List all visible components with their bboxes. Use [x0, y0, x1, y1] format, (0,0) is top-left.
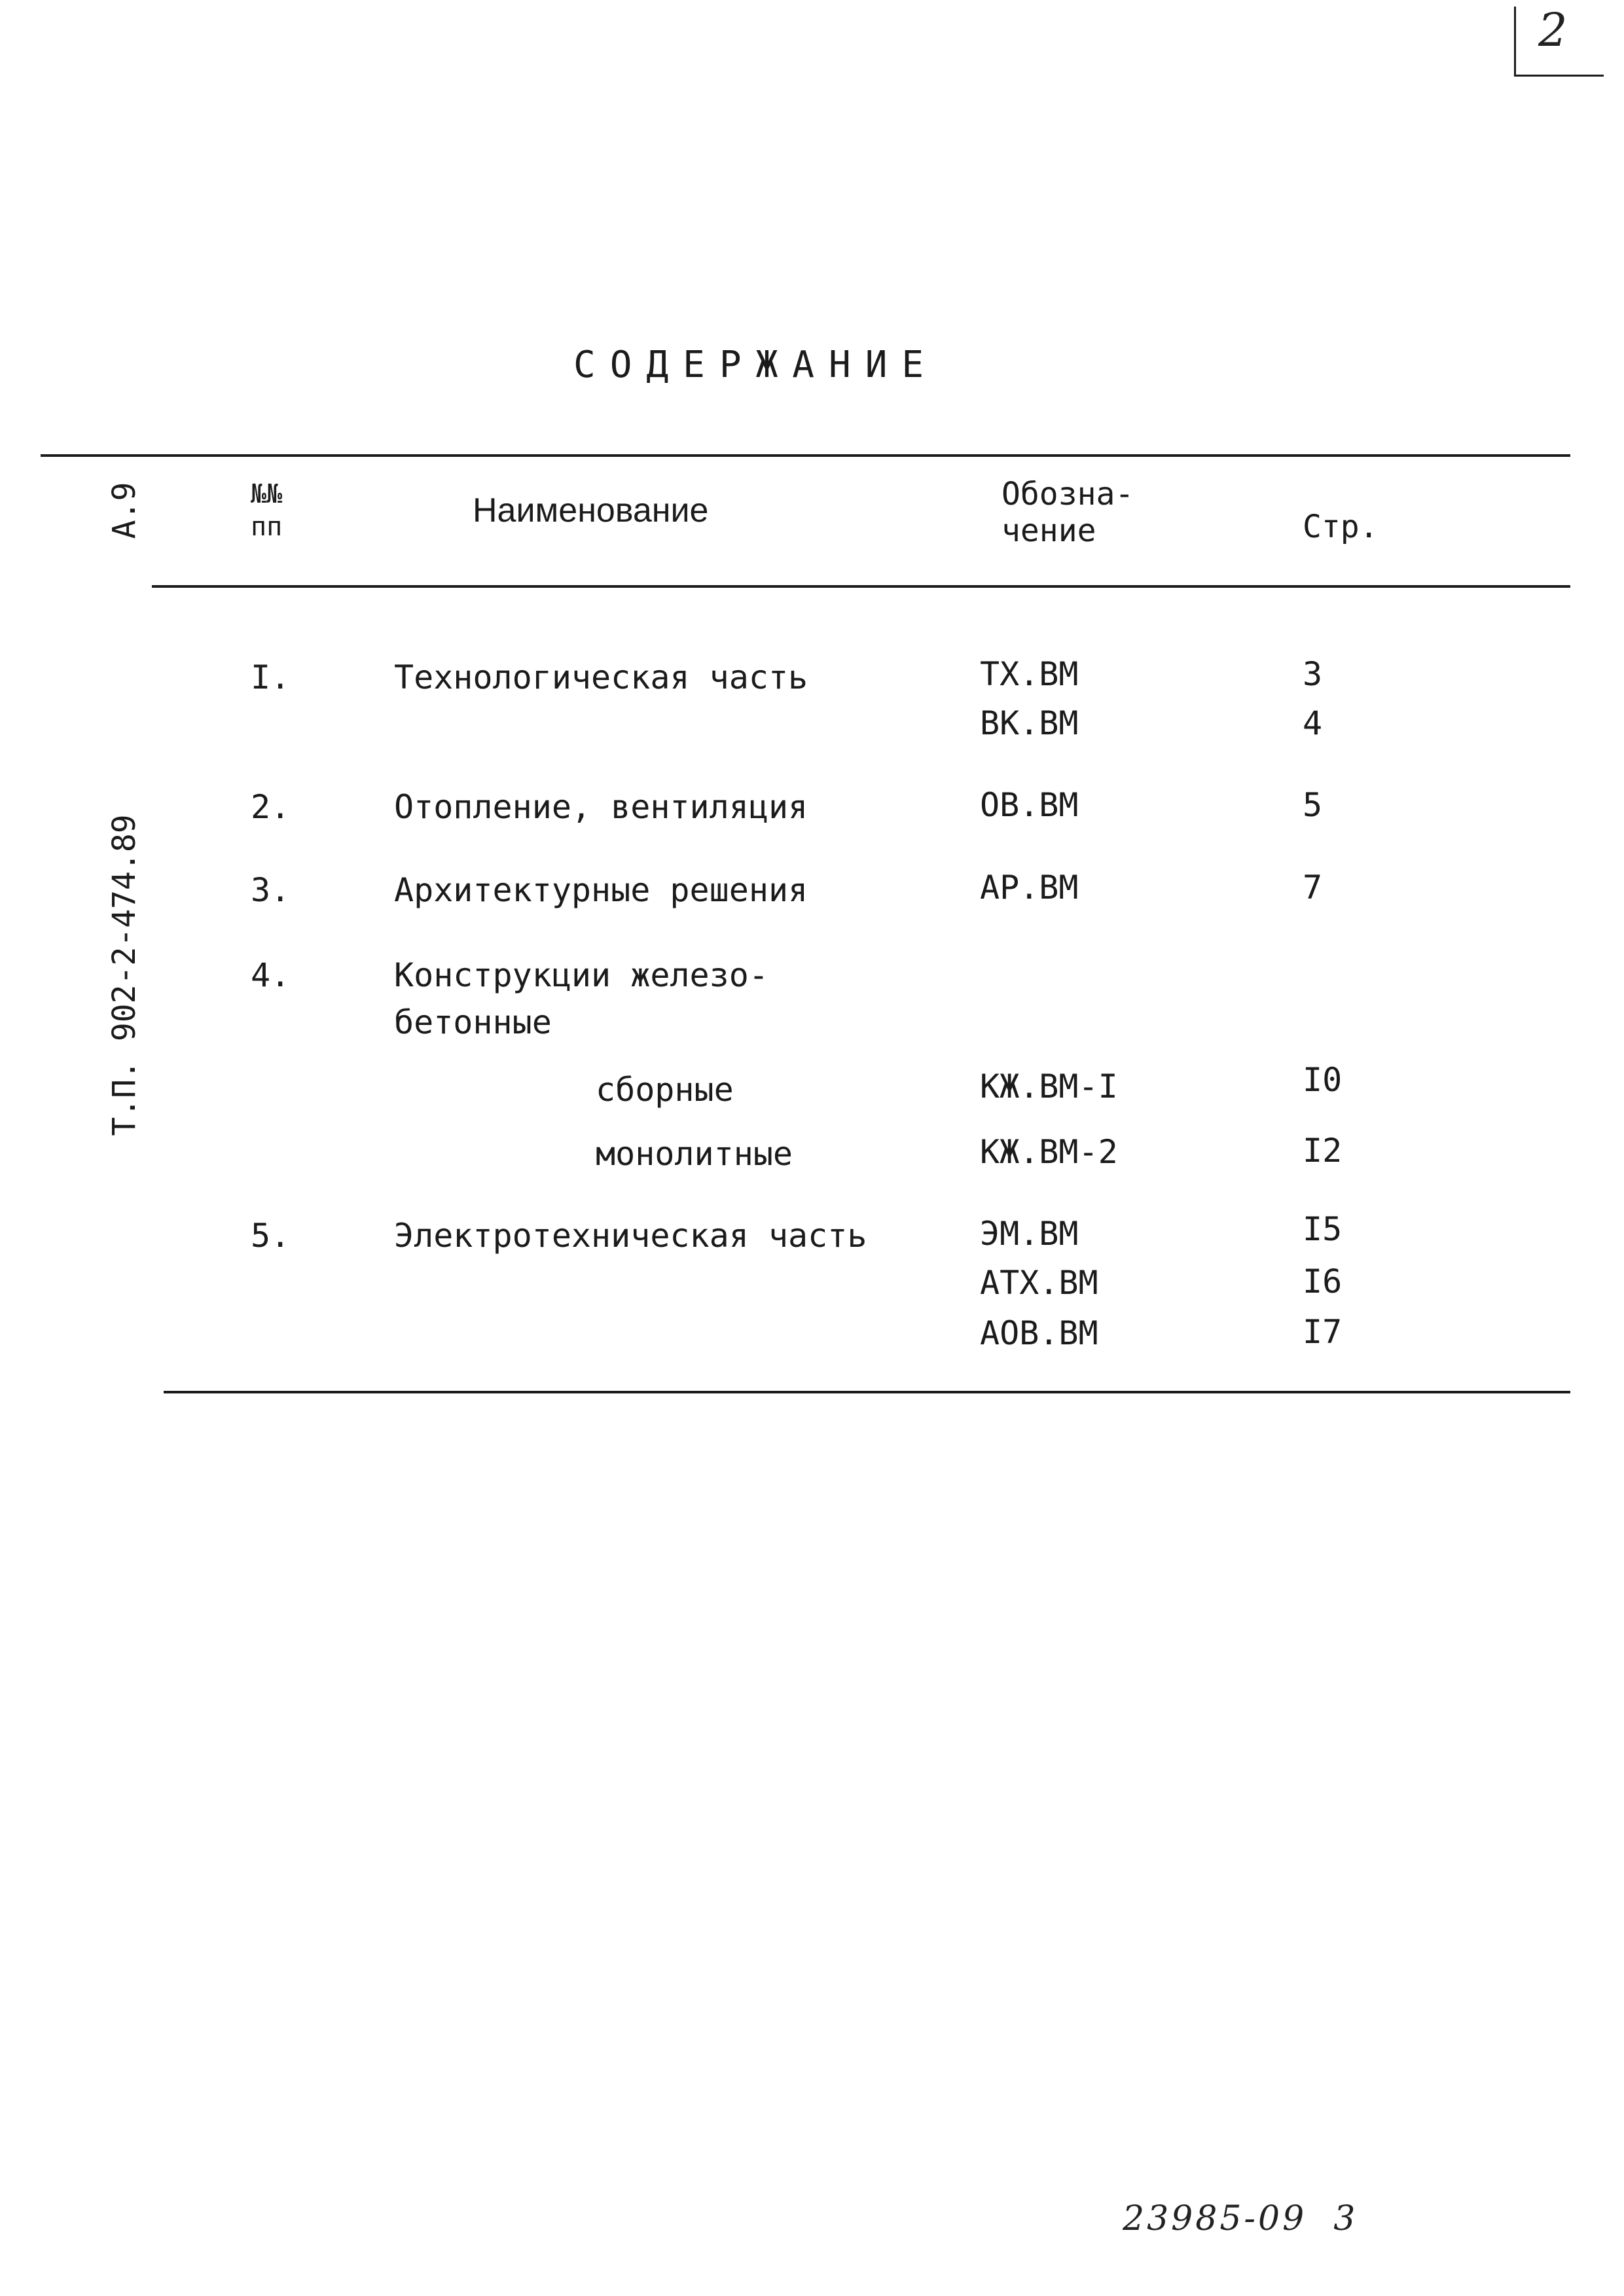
- row-subname: сборные: [596, 1071, 734, 1109]
- row-name: Отопление, вентиляция: [394, 788, 808, 826]
- row-page: I6: [1303, 1263, 1343, 1300]
- row-page: 5: [1303, 786, 1323, 824]
- row-page: 3: [1303, 655, 1323, 693]
- row-page: I7: [1303, 1313, 1343, 1351]
- row-name: Технологическая часть: [394, 658, 808, 696]
- row-page: 4: [1303, 704, 1323, 742]
- row-page: I0: [1303, 1061, 1343, 1099]
- row-name: Электротехническая часть: [394, 1217, 867, 1255]
- row-page: I5: [1303, 1210, 1343, 1248]
- row-name: Конструкции железо-: [394, 956, 768, 994]
- row-designation: ТХ.ВМ: [980, 655, 1079, 693]
- header-designation: Обозна- чение: [1001, 476, 1134, 549]
- row-page: 7: [1303, 869, 1323, 906]
- row-designation: КЖ.ВМ-2: [980, 1133, 1118, 1171]
- table-header-rule: [152, 585, 1570, 588]
- row-designation: ЭМ.ВМ: [980, 1215, 1079, 1253]
- row-number: 4.: [251, 956, 291, 994]
- row-designation: КЖ.ВМ-I: [980, 1067, 1118, 1105]
- row-designation: ВК.ВМ: [980, 704, 1079, 742]
- table-top-rule: [41, 454, 1570, 457]
- page-number: 2: [1538, 3, 1568, 57]
- side-label-appendix: А.9: [106, 482, 143, 539]
- table-bottom-rule: [164, 1391, 1570, 1393]
- row-designation: ОВ.ВМ: [980, 786, 1079, 824]
- row-number: 3.: [251, 871, 291, 909]
- document-title: СОДЕРЖАНИЕ: [573, 344, 939, 386]
- row-number: 2.: [251, 788, 291, 826]
- row-name: бетонные: [394, 1003, 552, 1041]
- row-number: 5.: [251, 1217, 291, 1255]
- side-label-project-code: Т.П. 902-2-474.89: [106, 814, 143, 1136]
- row-name: Архитектурные решения: [394, 871, 808, 909]
- header-page: Стр.: [1303, 509, 1379, 545]
- row-number: I.: [251, 658, 291, 696]
- row-subname: монолитные: [596, 1135, 793, 1173]
- row-page: I2: [1303, 1132, 1343, 1170]
- header-number: №№ пп: [251, 479, 283, 542]
- row-designation: АТХ.ВМ: [980, 1264, 1098, 1302]
- row-designation: АОВ.ВМ: [980, 1314, 1098, 1352]
- archive-number: 23985-09 3: [1123, 2199, 1358, 2238]
- header-name: Наименование: [473, 492, 709, 529]
- row-designation: АР.ВМ: [980, 869, 1079, 906]
